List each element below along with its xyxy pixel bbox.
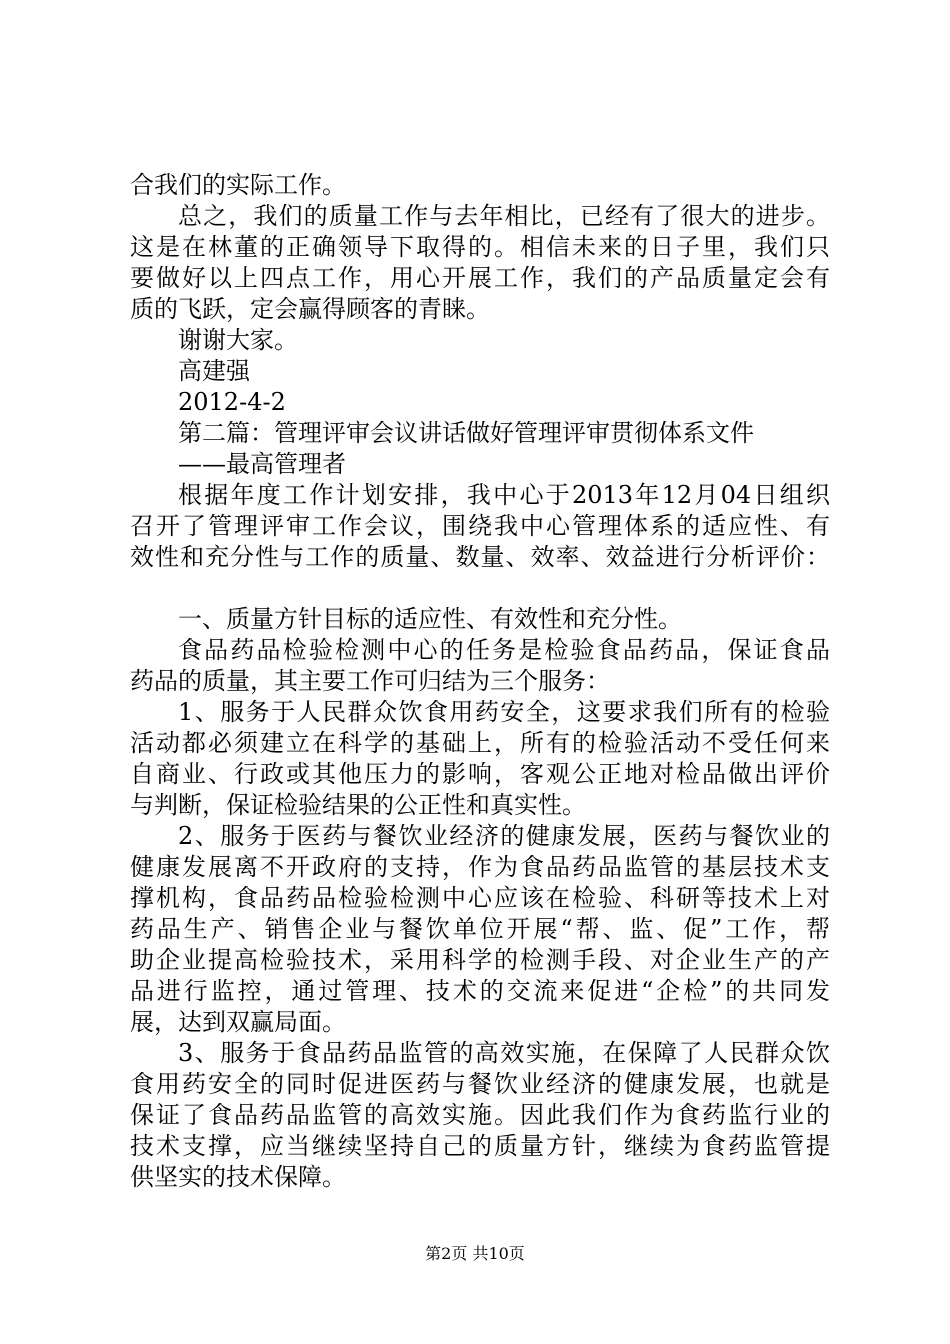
text-line: 活动都必须建立在科学的基础上，所有的检验活动不受任何来 (130, 729, 830, 757)
signature-name: 高建强 (178, 357, 250, 385)
text-line: 助企业提高检验技术，采用科学的检测手段、对企业生产的产 (130, 946, 830, 974)
section-title: 第二篇：管理评审会议讲话做好管理评审贯彻体系文件 (178, 419, 754, 447)
text-line: 展，达到双赢局面。 (130, 1008, 346, 1036)
text-line: 质的飞跃，定会赢得顾客的青睐。 (130, 295, 490, 323)
text-line: 根据年度工作计划安排，我中心于2013年12月04日组织 (178, 481, 830, 509)
text-line: 1、服务于人民群众饮食用药安全，这要求我们所有的检验 (178, 698, 830, 726)
heading-one: 一、质量方针目标的适应性、有效性和充分性。 (178, 605, 682, 633)
closing-thanks: 谢谢大家。 (178, 326, 298, 354)
page-footer: 第2页 共10页 (425, 1244, 525, 1263)
text-line: 品进行监控，通过管理、技术的交流来促进“企检”的共同发 (130, 977, 830, 1005)
text-line: 食品药品检验检测中心的任务是检验食品药品，保证食品 (178, 636, 830, 664)
text-line: 总之，我们的质量工作与去年相比，已经有了很大的进步。 (178, 202, 830, 230)
section-subtitle: ——最高管理者 (178, 450, 346, 478)
text-line: 效性和充分性与工作的质量、数量、效率、效益进行分析评价： (130, 543, 830, 571)
text-line: 要做好以上四点工作，用心开展工作，我们的产品质量定会有 (130, 264, 830, 292)
body-text (130, 170, 830, 1193)
text-line: 自商业、行政或其他压力的影响，客观公正地对检品做出评价 (130, 760, 830, 788)
signature-date: 2012-4-2 (178, 388, 286, 416)
text-line: 3、服务于食品药品监管的高效实施，在保障了人民群众饮 (178, 1039, 830, 1067)
text-line: 药品生产、销售企业与餐饮单位开展“帮、监、促”工作，帮 (130, 915, 830, 943)
text-line: 召开了管理评审工作会议，围绕我中心管理体系的适应性、有 (130, 512, 830, 540)
text-line: 合我们的实际工作。 (130, 171, 346, 199)
text-line: 保证了食品药品监管的高效实施。因此我们作为食药监行业的 (130, 1101, 830, 1129)
text-line: 与判断，保证检验结果的公正性和真实性。 (130, 791, 586, 819)
text-line: 撑机构，食品药品检验检测中心应该在检验、科研等技术上对 (130, 884, 830, 912)
text-line: 供坚实的技术保障。 (130, 1163, 346, 1191)
text-line: 技术支撑，应当继续坚持自己的质量方针，继续为食药监管提 (130, 1132, 830, 1160)
paragraph-gap (130, 573, 830, 604)
text-line: 这是在林董的正确领导下取得的。相信未来的日子里，我们只 (130, 233, 830, 261)
text-line: 食用药安全的同时促进医药与餐饮业经济的健康发展，也就是 (130, 1070, 830, 1098)
text-line: 2、服务于医药与餐饮业经济的健康发展，医药与餐饮业的 (178, 822, 830, 850)
text-line: 健康发展离不开政府的支持，作为食品药品监管的基层技术支 (130, 853, 830, 881)
text-line: 药品的质量，其主要工作可归结为三个服务： (130, 667, 610, 695)
